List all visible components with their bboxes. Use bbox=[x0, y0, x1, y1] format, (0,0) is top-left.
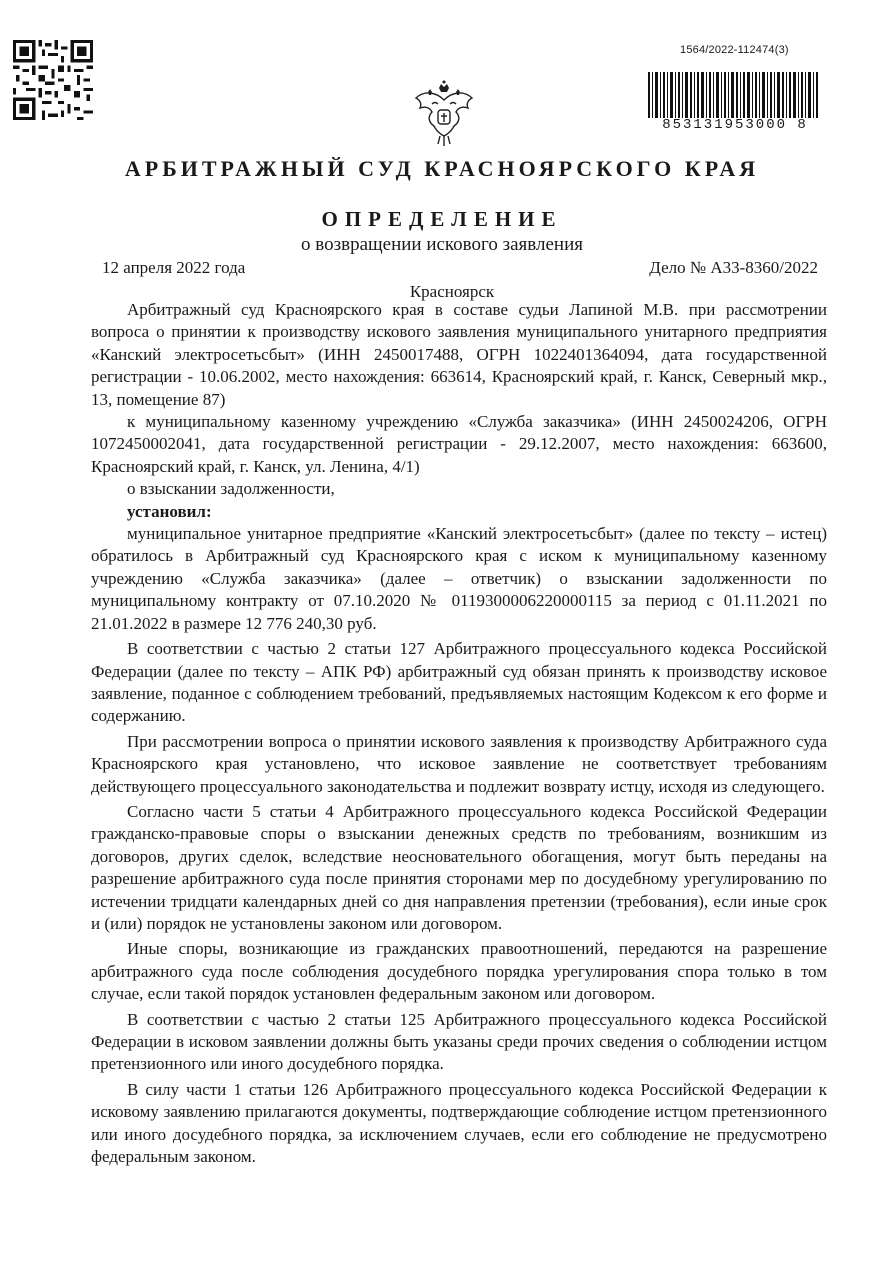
paragraph: В силу части 1 статьи 126 Арбитражного процессуального кодекса Российской Федерации к исковому заявлению прилагаются документы, подтверждающие соблюдение истцом претензионного или иного досудебного порядка, за исключением случаев, если его соблюдение не предусмотрено федеральным законом. bbox=[91, 1079, 827, 1167]
case-code: 1564/2022-112474(3) bbox=[680, 44, 789, 56]
paragraph: муниципальное унитарное предприятие «Канский электросетьсбыт» (далее по тексту – истец) обратилось в Арбитражный суд Красноярского края с иском к муниципальному казенному учреждению «Служба заказчика» (далее – ответчик) о взыскании задолженности по муниципальному контракту от 07.10.2020 № 0119300006220000115 за период с 01.11.2021 по 21.01.2022 в размере 12 776 240,30 руб. bbox=[91, 524, 827, 633]
document-type: ОПРЕДЕЛЕНИЕ bbox=[321, 207, 563, 231]
paragraph: к муниципальному казенному учреждению «Служба заказчика» (ИНН 2450024206, ОГРН 1072450002041, дата государственной регистрации - 29.12.2007, место нахождения: 663600, Красноярский край, г. Канск, ул. Ленина, 4/1) bbox=[91, 412, 827, 476]
paragraph-heading: установил: bbox=[127, 501, 212, 521]
document-body bbox=[91, 299, 827, 1168]
case-number: Дело № А33-8360/2022 bbox=[649, 258, 818, 277]
barcode-number: 853131953000 8 bbox=[662, 117, 808, 133]
paragraph: В соответствии с частью 2 статьи 125 Арбитражного процессуального кодекса Российской Федерации в исковом заявлении должны быть указаны среди прочих сведения о соблюдении истцом претензионного или иного досудебного порядка. bbox=[91, 1009, 827, 1074]
document-city: Красноярск bbox=[409, 282, 495, 301]
barcode-icon bbox=[648, 72, 820, 122]
paragraph: В соответствии с частью 2 статьи 127 Арбитражного процессуального кодекса Российской Федерации (далее по тексту – АПК РФ) арбитражный суд обязан принять к производству исковое заявление, поданное с соблюдением требований, предъявляемых настоящим Кодексом к его форме и содержанию. bbox=[91, 639, 827, 726]
court-title: АРБИТРАЖНЫЙ СУД КРАСНОЯРСКОГО КРАЯ bbox=[124, 156, 760, 181]
paragraph: Согласно части 5 статьи 4 Арбитражного процессуального кодекса Российской Федерации гражданско-правовые споры о взыскании денежных средств по требованиям, возникшим из договоров, других сделок, вследствие неосновательного обогащения, могут быть переданы на разрешение арбитражного суда после принятия сторонами мер по досудебному урегулированию по истечении тридцати календарных дней со дня направления претензии (требования), если иные срок и (или) порядок не установлены законом или договором. bbox=[91, 801, 827, 933]
document-subtitle: о возвращении искового заявления bbox=[301, 234, 583, 255]
paragraph: Арбитражный суд Красноярского края в составе судьи Лапиной М.В. при рассмотрении вопроса о принятии к производству искового заявления муниципального унитарного предприятия «Канский электросетьсбыт» (ИНН 2450017488, ОГРН 1022401364094, дата государственной регистрации - 10.06.2002, место нахождения: 663614, Красноярский край, г. Канск, Северный мкр., 13, помещение 87) bbox=[91, 300, 827, 409]
paragraph: Иные споры, возникающие из гражданских правоотношений, передаются на разрешение арбитражного суда после соблюдения досудебного порядка урегулирования спора только в том случае, если такой порядок установлен федеральным законом или договором. bbox=[91, 939, 827, 1004]
paragraph: о взыскании задолженности, bbox=[127, 479, 335, 499]
qr-code-icon bbox=[13, 40, 93, 120]
double-headed-eagle-emblem-icon bbox=[412, 78, 476, 150]
document-date: 12 апреля 2022 года bbox=[102, 258, 246, 277]
paragraph: При рассмотрении вопроса о принятии искового заявления к производству Арбитражного суда Красноярского края установлено, что исковое заявление не соответствует требованиям действующего процессуального законодательства и подлежит возврату истцу, исходя из следующего. bbox=[91, 731, 827, 796]
